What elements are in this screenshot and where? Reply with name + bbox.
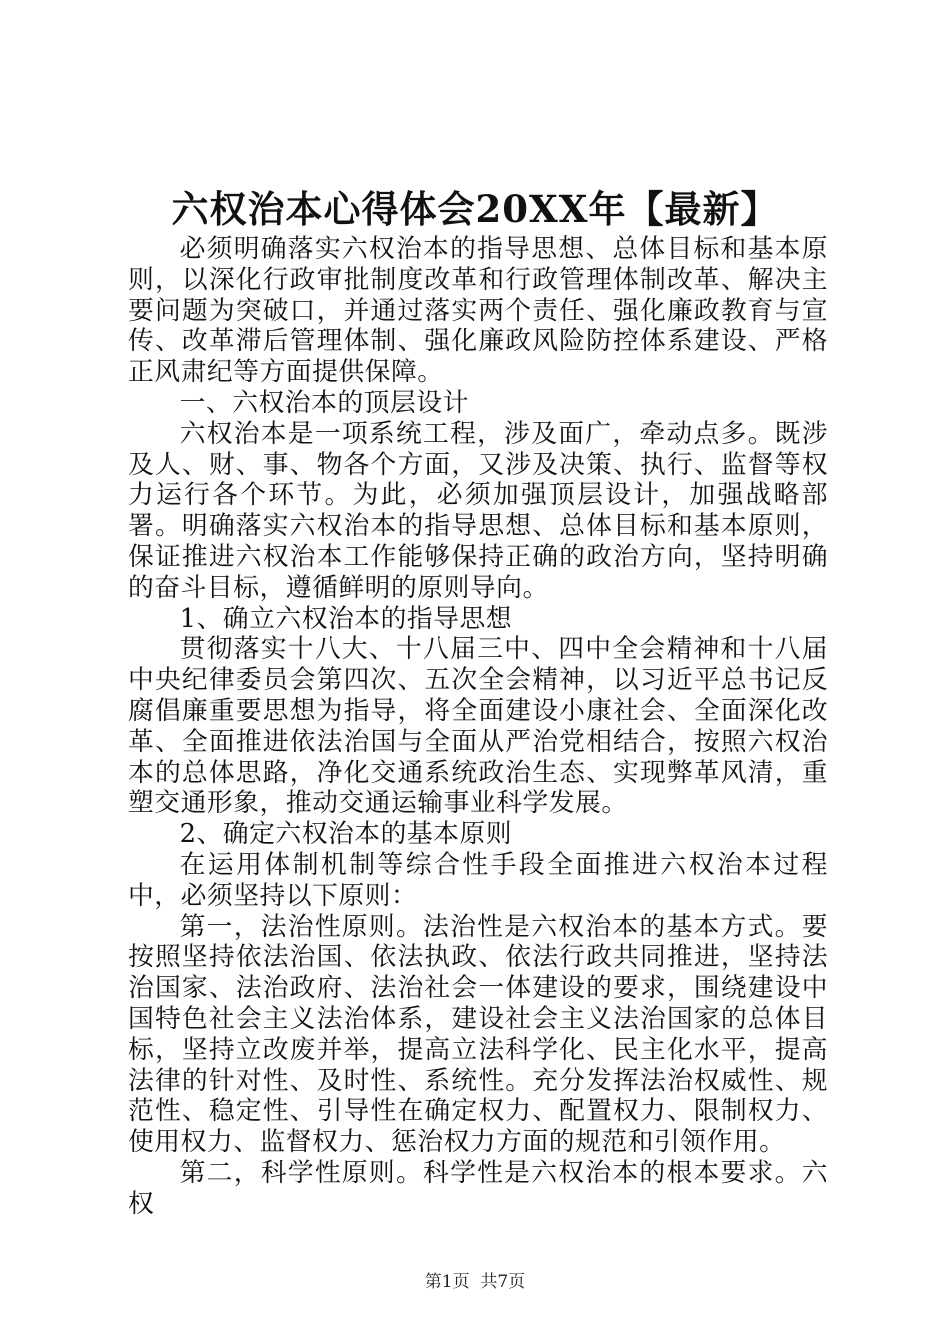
page-number: 第1页 [424,1272,470,1292]
paragraph-principle-scientific: 第二，科学性原则。科学性是六权治本的根本要求。六权 [128,1157,828,1219]
section-heading-top-level-design: 一、六权治本的顶层设计 [179,387,469,418]
paragraph-principle-rule-of-law: 第一，法治性原则。法治性是六权治本的基本方式。要按照坚持依法治国、依法执政、依法行政共同推进，坚持法治国家、法治政府、法治社会一体建设的要求，围绕建设中国特色社会主义法治体系，建设社会主义法治国家的总体目标，坚持立改废并举，提高立法科学化、民主化水平，提高法律的针对性、及时性、系统性。充分发挥法治权威性、规范性、稳定性、引导性在确定权力、配置权力、限制权力、使用权力、监督权力、惩治权力方面的规范和引领作用。 [128,911,828,1158]
document-title: 六权治本心得体会20XX年【最新】 [171,187,779,231]
subsection-heading-guiding-ideology: 1、确立六权治本的指导思想 [179,603,513,634]
page-footer [0,1271,950,1293]
paragraph-top-level-design: 六权治本是一项系统工程，涉及面广，牵动点多。既涉及人、财、事、物各个方面，又涉及决策、执行、监督等权力运行各个环节。为此，必须加强顶层设计，加强战略部署。明确落实六权治本的指导思想、总体目标和基本原则，保证推进六权治本工作能够保持正确的政治方向，坚持明确的奋斗目标，遵循鲜明的原则导向。 [128,418,828,603]
total-pages: 共7页 [480,1272,526,1292]
paragraph-guiding-ideology: 贯彻落实十八大、十八届三中、四中全会精神和十八届中央纪律委员会第四次、五次全会精神，以习近平总书记反腐倡廉重要思想为指导，将全面建设小康社会、全面深化改革、全面推进依法治国与全面从严治党相结合，按照六权治本的总体思路，净化交通系统政治生态、实现弊革风清，重塑交通形象，推动交通运输事业科学发展。 [128,634,828,819]
footer-separator [470,1272,481,1292]
document-body [128,234,828,1220]
paragraph-intro: 必须明确落实六权治本的指导思想、总体目标和基本原则，以深化行政审批制度改革和行政管理体制改革、解决主要问题为突破口，并通过落实两个责任、强化廉政教育与宣传、改革滞后管理体制、强化廉政风险防控体系建设、严格正风肃纪等方面提供保障。 [128,234,828,388]
subsection-heading-basic-principles: 2、确定六权治本的基本原则 [179,819,513,850]
paragraph-principles-intro: 在运用体制机制等综合性手段全面推进六权治本过程中，必须坚持以下原则： [128,849,828,911]
